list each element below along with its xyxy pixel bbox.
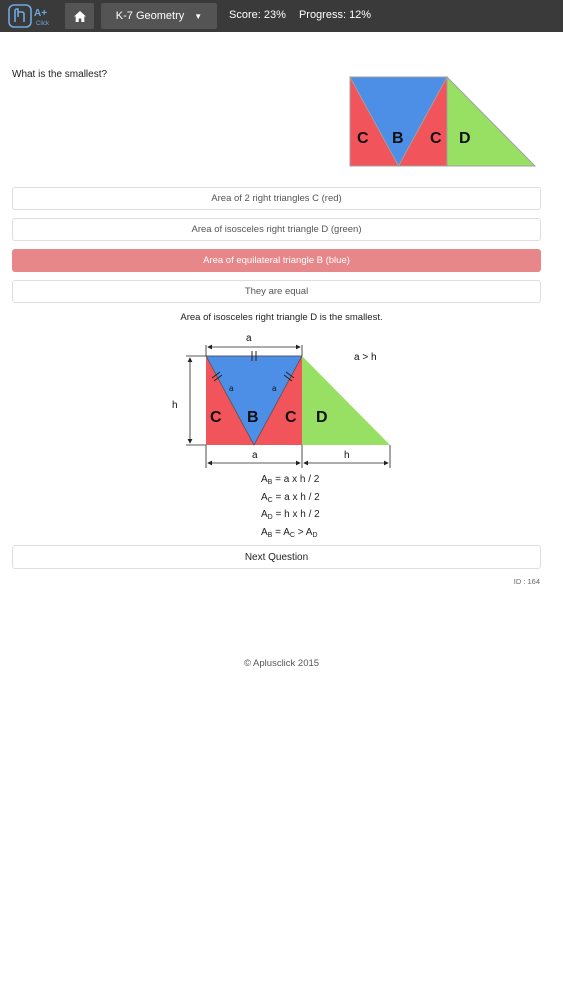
formula-c: $A_C = a$ x h / 2 xyxy=(261,491,320,504)
score-text: Score: 23% xyxy=(229,9,286,21)
ex-label-c-right: C xyxy=(285,409,297,426)
fig-label-b: B xyxy=(392,130,404,147)
explanation-text: Area of isosceles right triangle D is the smallest. xyxy=(180,312,383,323)
fig-label-d: D xyxy=(459,130,471,147)
answer-option-1[interactable]: Area of 2 right triangles C (red) xyxy=(12,187,541,210)
question-figure xyxy=(349,76,537,173)
explanation-figure xyxy=(168,330,398,477)
answer-option-3-selected[interactable]: Area of equilateral triangle B (blue) xyxy=(12,249,541,272)
course-dropdown[interactable] xyxy=(101,3,217,29)
formula-d: $A_D = h$ x h / 2 xyxy=(261,509,320,521)
answer-option-2[interactable]: Area of isosceles right triangle D (green) xyxy=(12,218,541,241)
fig-label-c-right: C xyxy=(430,130,442,147)
progress-text: Progress: 12% xyxy=(298,9,372,21)
top-bar xyxy=(0,0,563,32)
formula-b: $A_B = a$ x h / 2 xyxy=(261,474,320,486)
score-progress xyxy=(229,9,371,21)
area-formulas xyxy=(261,473,320,543)
ex-label-c-left: C xyxy=(210,409,222,426)
footer-copyright: © Aplusclick 2015 xyxy=(243,658,320,669)
dim-right-h: h xyxy=(344,450,350,461)
side-label-a-right: a xyxy=(272,384,277,393)
svg-text:A+: A+ xyxy=(34,8,48,19)
question-id: ID : 164 xyxy=(513,577,540,586)
question-text: What is the smallest? xyxy=(12,69,108,80)
aplusclick-logo[interactable] xyxy=(8,3,58,29)
next-question-button[interactable]: Next Question xyxy=(12,545,541,569)
svg-text:Click: Click xyxy=(36,21,49,27)
caret-down-icon: ▼ xyxy=(194,11,203,21)
dim-top-a: a xyxy=(246,333,252,344)
ex-label-d: D xyxy=(316,409,328,426)
course-label: K-7 Geometry xyxy=(115,10,185,22)
relation-text: a > h xyxy=(354,352,377,363)
fig-label-c-left: C xyxy=(357,130,369,147)
home-icon xyxy=(74,11,86,22)
side-label-a-left: a xyxy=(229,384,234,393)
formula-compare: $A_B = A_C > A_D$ xyxy=(261,526,318,539)
dim-bottom-a: a xyxy=(252,450,258,461)
ex-label-b: B xyxy=(247,409,259,426)
dim-left-h: h xyxy=(172,400,178,411)
answer-option-4[interactable]: They are equal xyxy=(12,280,541,303)
home-button[interactable] xyxy=(65,3,94,29)
